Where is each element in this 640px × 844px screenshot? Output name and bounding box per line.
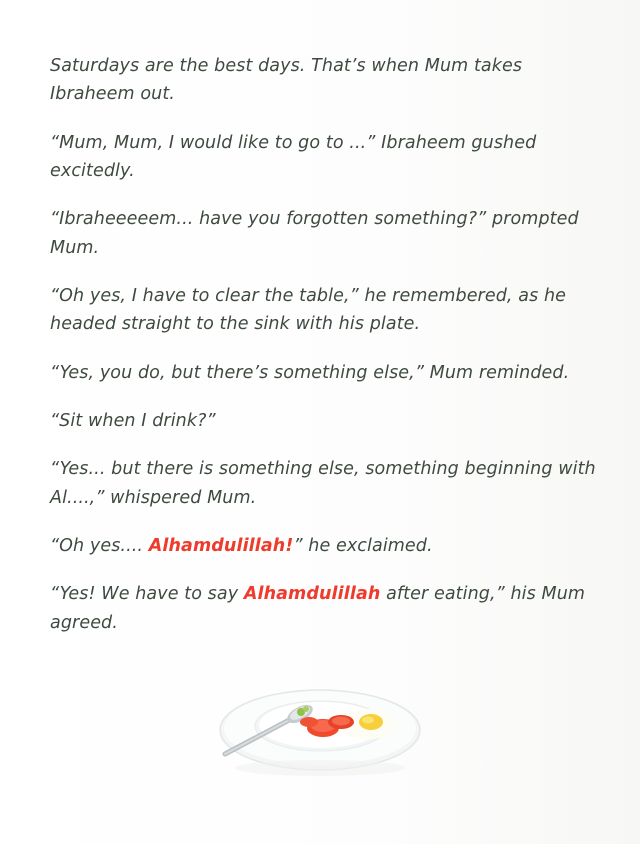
story-text [50,52,606,637]
highlighted-word: Alhamdulillah! [148,536,294,557]
story-paragraph [50,52,606,109]
story-paragraph [50,407,606,435]
story-paragraph [50,129,606,186]
text-run: ” he exclaimed. [293,536,433,557]
story-paragraph [50,359,606,387]
story-paragraph [50,532,606,560]
text-run: Saturdays are the best days. That’s when Mum takes Ibraheem out. [50,56,523,105]
story-paragraph [50,282,606,339]
text-run: “Ibraheeeeem... have you forgotten something?” prompted Mum. [50,209,579,258]
story-paragraph [50,205,606,262]
text-run: “Sit when I drink?” [50,411,216,432]
text-run: after eating,” his Mum agreed. [50,584,586,633]
story-paragraph [50,580,606,637]
story-paragraph [50,455,606,512]
highlighted-word: Alhamdulillah [243,584,381,605]
illustration-plate [0,672,640,782]
text-run: “Oh yes, I have to clear the table,” he remembered, as he headed straight to the sink with his plate. [50,286,567,335]
plate-illustration-svg [205,672,435,782]
text-run: “Yes! We have to say [50,584,244,605]
text-run: “Mum, Mum, I would like to go to ...” Ibraheem gushed excitedly. [50,132,537,182]
text-run: “Yes... but there is something else, something beginning with Al....,” whispered Mum. [50,459,596,508]
text-run: “Yes, you do, but there’s something else,” Mum reminded. [50,362,570,383]
text-run: “Oh yes.... [50,536,149,557]
